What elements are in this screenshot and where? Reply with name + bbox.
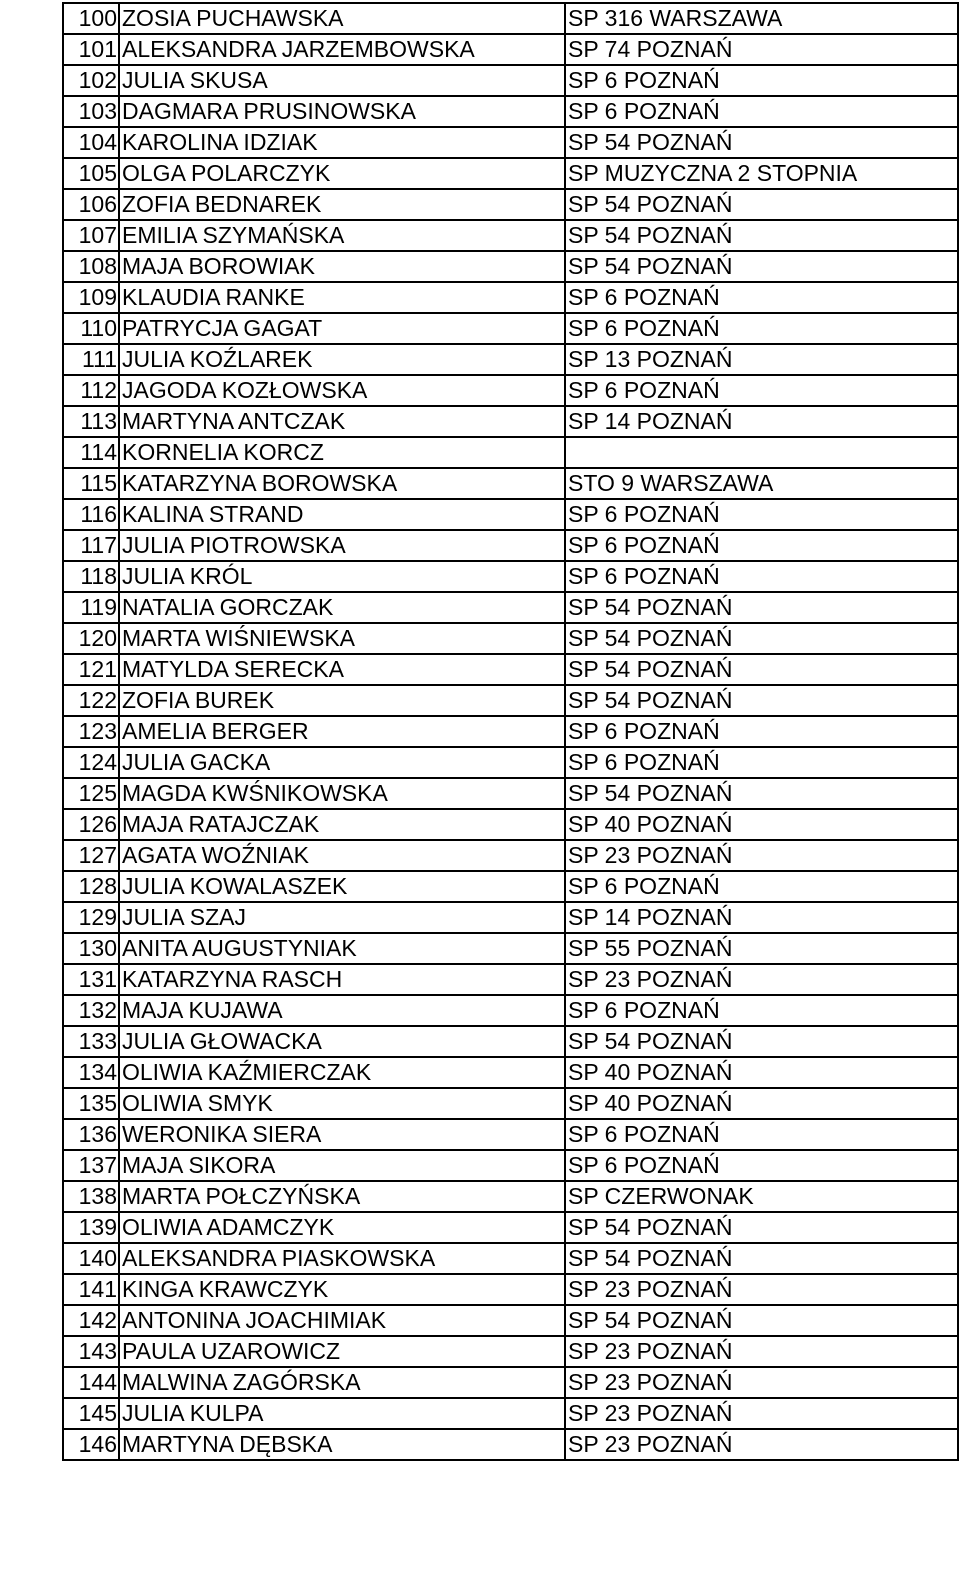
school-cell: SP 54 POZNAŃ [565,654,958,685]
school-cell: SP 23 POZNAŃ [565,840,958,871]
school-cell: SP 6 POZNAŃ [565,499,958,530]
school-cell: STO 9 WARSZAWA [565,468,958,499]
school-cell: SP 6 POZNAŃ [565,96,958,127]
row-number-cell: 112 [63,375,119,406]
table-row [63,1336,958,1367]
table-row [63,1150,958,1181]
row-number-cell: 120 [63,623,119,654]
row-number-cell: 119 [63,592,119,623]
table-row [63,685,958,716]
table-row [63,251,958,282]
school-cell: SP 40 POZNAŃ [565,1088,958,1119]
school-cell: SP 13 POZNAŃ [565,344,958,375]
table-row [63,468,958,499]
table-row [63,1398,958,1429]
row-number-cell: 110 [63,313,119,344]
school-cell: SP 6 POZNAŃ [565,65,958,96]
school-cell: SP 55 POZNAŃ [565,933,958,964]
table-row [63,1367,958,1398]
school-cell: SP 6 POZNAŃ [565,716,958,747]
participant-name-cell: ANITA AUGUSTYNIAK [119,933,565,964]
participant-name-cell: MALWINA ZAGÓRSKA [119,1367,565,1398]
participant-name-cell: ZOSIA PUCHAWSKA [119,3,565,34]
table-row [63,592,958,623]
participant-name-cell: KATARZYNA BOROWSKA [119,468,565,499]
school-cell: SP 6 POZNAŃ [565,1119,958,1150]
row-number-cell: 134 [63,1057,119,1088]
participant-name-cell: OLGA POLARCZYK [119,158,565,189]
school-cell: SP 54 POZNAŃ [565,127,958,158]
school-cell: SP 23 POZNAŃ [565,1367,958,1398]
participant-name-cell: EMILIA SZYMAŃSKA [119,220,565,251]
school-cell: SP 54 POZNAŃ [565,778,958,809]
school-cell: SP 6 POZNAŃ [565,530,958,561]
table-row [63,1429,958,1460]
table-row [63,220,958,251]
participant-table [62,2,959,1461]
participant-name-cell: KLAUDIA RANKE [119,282,565,313]
row-number-cell: 131 [63,964,119,995]
participant-name-cell: MAJA SIKORA [119,1150,565,1181]
row-number-cell: 127 [63,840,119,871]
table-row [63,127,958,158]
school-cell: SP 6 POZNAŃ [565,871,958,902]
table-row [63,437,958,468]
participant-name-cell: JULIA PIOTROWSKA [119,530,565,561]
school-cell: SP 54 POZNAŃ [565,251,958,282]
school-cell: SP 6 POZNAŃ [565,375,958,406]
school-cell: SP 54 POZNAŃ [565,1243,958,1274]
row-number-cell: 129 [63,902,119,933]
participant-name-cell: DAGMARA PRUSINOWSKA [119,96,565,127]
participant-name-cell: ALEKSANDRA PIASKOWSKA [119,1243,565,1274]
participant-name-cell: OLIWIA ADAMCZYK [119,1212,565,1243]
participant-name-cell: KATARZYNA RASCH [119,964,565,995]
row-number-cell: 125 [63,778,119,809]
participant-name-cell: OLIWIA KAŹMIERCZAK [119,1057,565,1088]
row-number-cell: 140 [63,1243,119,1274]
row-number-cell: 113 [63,406,119,437]
participant-name-cell: MARTA WIŚNIEWSKA [119,623,565,654]
school-cell: SP 6 POZNAŃ [565,282,958,313]
row-number-cell: 133 [63,1026,119,1057]
table-row [63,1057,958,1088]
row-number-cell: 135 [63,1088,119,1119]
school-cell: SP 6 POZNAŃ [565,313,958,344]
row-number-cell: 107 [63,220,119,251]
participant-name-cell: JULIA GŁOWACKA [119,1026,565,1057]
row-number-cell: 105 [63,158,119,189]
participant-name-cell: MARTYNA DĘBSKA [119,1429,565,1460]
table-row [63,716,958,747]
row-number-cell: 104 [63,127,119,158]
participant-name-cell: JAGODA KOZŁOWSKA [119,375,565,406]
table-row [63,282,958,313]
participant-name-cell: MAJA RATAJCZAK [119,809,565,840]
table-row [63,561,958,592]
participant-name-cell: JULIA SKUSA [119,65,565,96]
school-cell: SP 23 POZNAŃ [565,1336,958,1367]
participant-name-cell: MAJA BOROWIAK [119,251,565,282]
row-number-cell: 103 [63,96,119,127]
school-cell: SP 54 POZNAŃ [565,1305,958,1336]
participant-name-cell: MARTA POŁCZYŃSKA [119,1181,565,1212]
school-cell: SP 54 POZNAŃ [565,1026,958,1057]
row-number-cell: 122 [63,685,119,716]
table-row [63,34,958,65]
school-cell: SP CZERWONAK [565,1181,958,1212]
participant-name-cell: JULIA KULPA [119,1398,565,1429]
table-row [63,747,958,778]
school-cell: SP 54 POZNAŃ [565,220,958,251]
participant-name-cell: KORNELIA KORCZ [119,437,565,468]
school-cell: SP 14 POZNAŃ [565,406,958,437]
school-cell: SP 316 WARSZAWA [565,3,958,34]
participant-name-cell: KAROLINA IDZIAK [119,127,565,158]
row-number-cell: 139 [63,1212,119,1243]
table-row [63,344,958,375]
row-number-cell: 118 [63,561,119,592]
school-cell: SP 23 POZNAŃ [565,1398,958,1429]
table-row [63,1305,958,1336]
row-number-cell: 114 [63,437,119,468]
participant-name-cell: MAGDA KWŚNIKOWSKA [119,778,565,809]
participant-name-cell: ZOFIA BUREK [119,685,565,716]
participant-name-cell: KALINA STRAND [119,499,565,530]
table-row [63,3,958,34]
school-cell: SP MUZYCZNA 2 STOPNIA [565,158,958,189]
school-cell: SP 54 POZNAŃ [565,592,958,623]
participant-name-cell: MAJA KUJAWA [119,995,565,1026]
participant-name-cell: JULIA SZAJ [119,902,565,933]
participant-name-cell: ALEKSANDRA JARZEMBOWSKA [119,34,565,65]
school-cell: SP 54 POZNAŃ [565,685,958,716]
school-cell: SP 54 POZNAŃ [565,189,958,220]
school-cell: SP 74 POZNAŃ [565,34,958,65]
row-number-cell: 145 [63,1398,119,1429]
school-cell: SP 6 POZNAŃ [565,747,958,778]
row-number-cell: 142 [63,1305,119,1336]
table-row [63,1088,958,1119]
table-row [63,1212,958,1243]
row-number-cell: 146 [63,1429,119,1460]
school-cell: SP 23 POZNAŃ [565,964,958,995]
row-number-cell: 141 [63,1274,119,1305]
participant-table-body [63,3,958,1460]
row-number-cell: 108 [63,251,119,282]
row-number-cell: 116 [63,499,119,530]
table-row [63,1181,958,1212]
participant-name-cell: OLIWIA SMYK [119,1088,565,1119]
table-row [63,654,958,685]
school-cell: SP 6 POZNAŃ [565,995,958,1026]
row-number-cell: 143 [63,1336,119,1367]
table-row [63,840,958,871]
participant-name-cell: ANTONINA JOACHIMIAK [119,1305,565,1336]
row-number-cell: 100 [63,3,119,34]
school-cell: SP 54 POZNAŃ [565,1212,958,1243]
participant-name-cell: JULIA KOWALASZEK [119,871,565,902]
table-row [63,65,958,96]
table-row [63,778,958,809]
school-cell: SP 23 POZNAŃ [565,1274,958,1305]
row-number-cell: 106 [63,189,119,220]
row-number-cell: 132 [63,995,119,1026]
participant-name-cell: PAULA UZAROWICZ [119,1336,565,1367]
table-row [63,96,958,127]
row-number-cell: 101 [63,34,119,65]
participant-name-cell: AMELIA BERGER [119,716,565,747]
school-cell [565,437,958,468]
school-cell: SP 40 POZNAŃ [565,809,958,840]
table-row [63,1274,958,1305]
table-row [63,995,958,1026]
participant-name-cell: ZOFIA BEDNAREK [119,189,565,220]
school-cell: SP 54 POZNAŃ [565,623,958,654]
table-row [63,1119,958,1150]
school-cell: SP 6 POZNAŃ [565,1150,958,1181]
row-number-cell: 121 [63,654,119,685]
participant-name-cell: MATYLDA SERECKA [119,654,565,685]
row-number-cell: 137 [63,1150,119,1181]
school-cell: SP 14 POZNAŃ [565,902,958,933]
participant-name-cell: MARTYNA ANTCZAK [119,406,565,437]
row-number-cell: 123 [63,716,119,747]
participant-name-cell: WERONIKA SIERA [119,1119,565,1150]
table-row [63,809,958,840]
participant-name-cell: PATRYCJA GAGAT [119,313,565,344]
participant-name-cell: NATALIA GORCZAK [119,592,565,623]
row-number-cell: 138 [63,1181,119,1212]
school-cell: SP 23 POZNAŃ [565,1429,958,1460]
table-row [63,871,958,902]
row-number-cell: 124 [63,747,119,778]
table-row [63,499,958,530]
row-number-cell: 102 [63,65,119,96]
table-row [63,623,958,654]
participant-name-cell: AGATA WOŹNIAK [119,840,565,871]
table-row [63,530,958,561]
row-number-cell: 136 [63,1119,119,1150]
row-number-cell: 115 [63,468,119,499]
table-row [63,158,958,189]
row-number-cell: 130 [63,933,119,964]
table-row [63,1026,958,1057]
row-number-cell: 128 [63,871,119,902]
participant-name-cell: JULIA GACKA [119,747,565,778]
table-row [63,902,958,933]
table-row [63,933,958,964]
table-row [63,964,958,995]
table-row [63,189,958,220]
table-row [63,313,958,344]
school-cell: SP 40 POZNAŃ [565,1057,958,1088]
school-cell: SP 6 POZNAŃ [565,561,958,592]
row-number-cell: 111 [63,344,119,375]
row-number-cell: 126 [63,809,119,840]
row-number-cell: 144 [63,1367,119,1398]
row-number-cell: 117 [63,530,119,561]
participant-name-cell: KINGA KRAWCZYK [119,1274,565,1305]
table-row [63,375,958,406]
table-row [63,406,958,437]
row-number-cell: 109 [63,282,119,313]
participant-name-cell: JULIA KRÓL [119,561,565,592]
table-row [63,1243,958,1274]
participant-name-cell: JULIA KOŹLAREK [119,344,565,375]
